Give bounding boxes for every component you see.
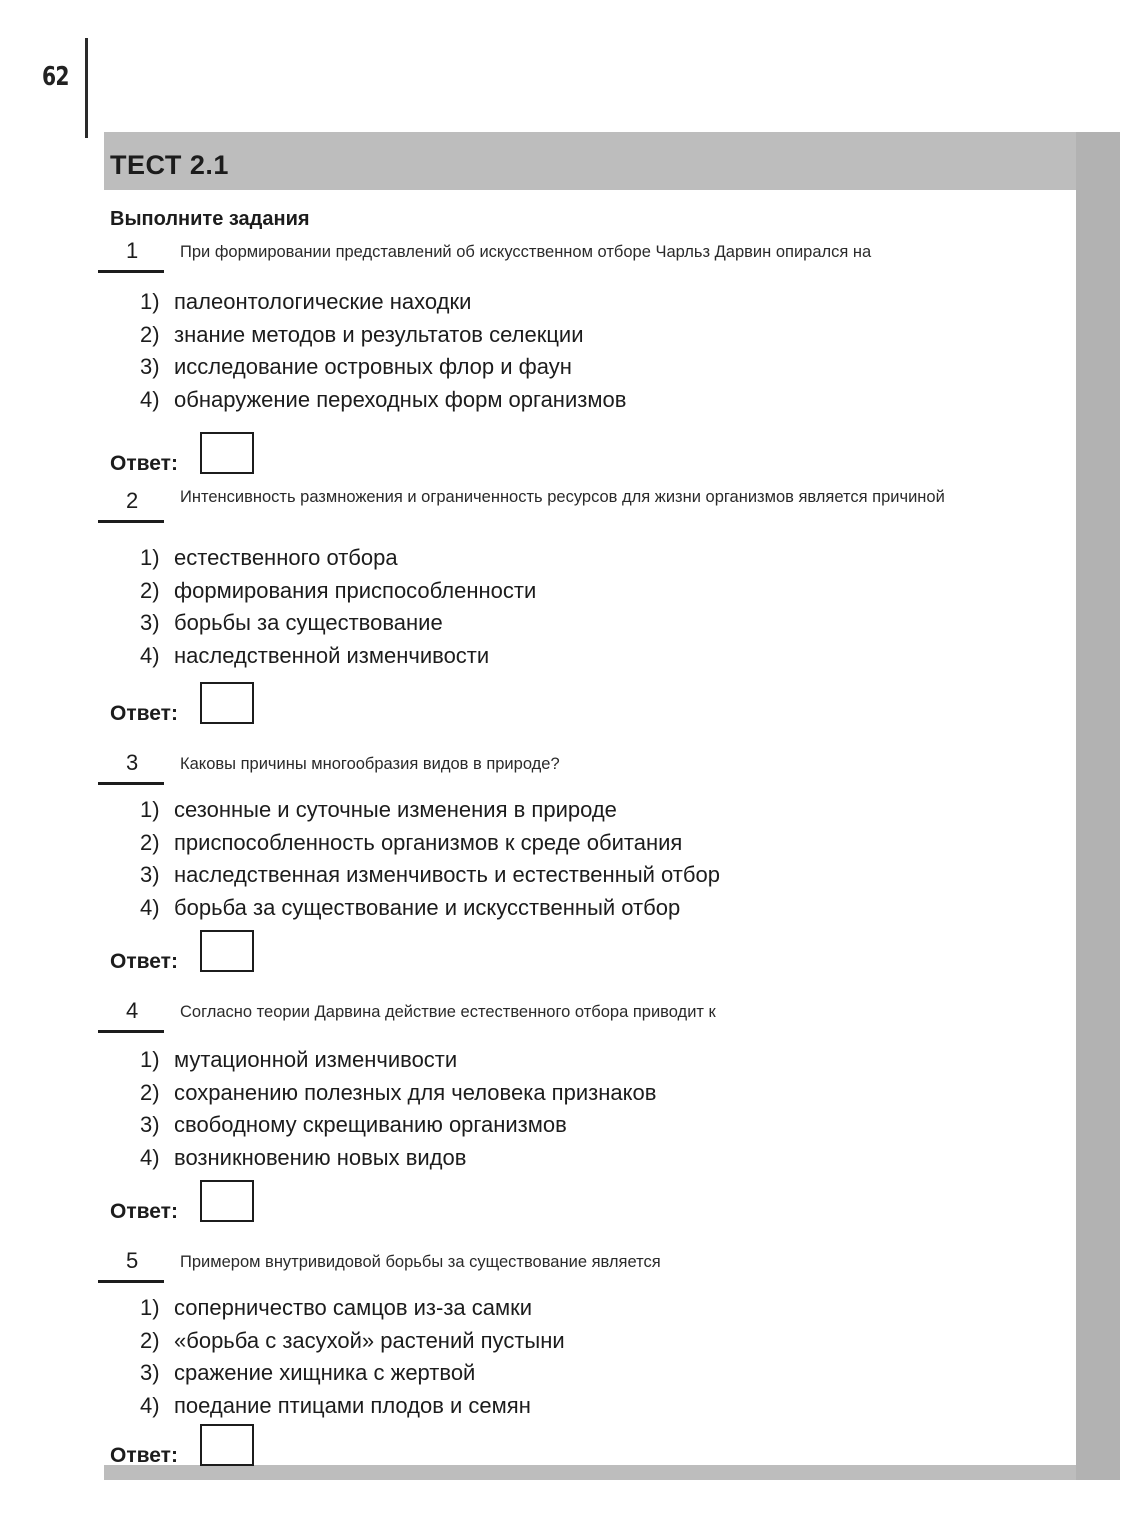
option-list	[140, 542, 536, 672]
option-number: 4)	[140, 1392, 160, 1418]
option-text: борьбы за существование	[174, 610, 443, 635]
question-number-rule	[98, 1280, 164, 1283]
option-2	[140, 575, 536, 608]
option-2	[140, 827, 720, 860]
option-1	[140, 1044, 656, 1077]
answer-box[interactable]	[200, 1180, 254, 1222]
option-list	[140, 1292, 565, 1422]
answer-box[interactable]	[200, 682, 254, 724]
option-3	[140, 859, 720, 892]
option-text: сохранению полезных для человека признаков	[174, 1079, 657, 1105]
question-text: Интенсивность размножения и ограниченность ресурсов для жизни организмов является причиной	[180, 488, 945, 506]
option-text: обнаружение переходных форм организмов	[174, 386, 627, 412]
option-list	[140, 794, 720, 924]
option-3	[140, 607, 536, 640]
option-text: «борьба с засухой» растений пустыни	[174, 1327, 565, 1353]
option-number: 4)	[140, 386, 160, 412]
option-text: наследственной изменчивости	[174, 642, 490, 668]
option-number: 3)	[140, 354, 160, 379]
option-2	[140, 1077, 656, 1110]
question-text: Каковы причины многообразия видов в природе?	[180, 755, 560, 773]
option-text: поедание птицами плодов и семян	[174, 1392, 531, 1418]
option-text: наследственная изменчивость и естественный отбор	[174, 862, 720, 887]
option-text: борьба за существование и искусственный отбор	[174, 894, 681, 920]
option-4	[140, 1390, 565, 1423]
question-text: Примером внутривидовой борьбы за существование является	[180, 1253, 661, 1271]
question-number: 2	[126, 488, 139, 513]
option-number: 4)	[140, 642, 160, 668]
option-number: 2)	[140, 1079, 160, 1105]
question-number-rule	[98, 520, 164, 523]
option-text: исследование островных флор и фаун	[174, 354, 572, 379]
option-text: палеонтологические находки	[174, 289, 472, 314]
answer-box[interactable]	[200, 1424, 254, 1466]
option-text: сражение хищника с жертвой	[174, 1360, 476, 1385]
option-1	[140, 286, 626, 319]
option-list	[140, 1044, 656, 1174]
option-number: 1)	[140, 545, 160, 570]
option-text: мутационной изменчивости	[174, 1047, 458, 1072]
instruction-heading: Выполните задания	[110, 208, 310, 230]
option-text: естественного отбора	[174, 545, 398, 570]
option-number: 1)	[140, 1047, 160, 1072]
frame-right-strip	[1076, 132, 1120, 1480]
test-title: ТЕСТ 2.1	[110, 150, 229, 180]
question-number: 4	[126, 998, 139, 1023]
option-number: 1)	[140, 797, 160, 822]
question-number: 5	[126, 1248, 139, 1273]
option-text: приспособленность организмов к среде обитания	[174, 829, 683, 855]
answer-label: Ответ:	[110, 1444, 178, 1467]
question-number: 1	[126, 238, 139, 263]
option-number: 3)	[140, 1360, 160, 1385]
option-number: 3)	[140, 1112, 160, 1137]
option-number: 1)	[140, 1295, 160, 1320]
option-number: 4)	[140, 1144, 160, 1170]
option-text: свободному скрещиванию организмов	[174, 1112, 567, 1137]
answer-label: Ответ:	[110, 1200, 178, 1223]
question-text: Согласно теории Дарвина действие естественного отбора приводит к	[180, 1003, 716, 1021]
option-number: 1)	[140, 289, 160, 314]
option-number: 2)	[140, 321, 160, 347]
content-panel	[104, 190, 1076, 1465]
question-number-rule	[98, 1030, 164, 1033]
answer-label: Ответ:	[110, 452, 178, 475]
option-3	[140, 1357, 565, 1390]
option-text: сезонные и суточные изменения в природе	[174, 797, 617, 822]
option-text: возникновению новых видов	[174, 1144, 467, 1170]
test-frame	[104, 132, 1120, 1480]
option-number: 3)	[140, 862, 160, 887]
option-number: 3)	[140, 610, 160, 635]
margin-rule	[85, 38, 88, 138]
answer-box[interactable]	[200, 432, 254, 474]
option-number: 4)	[140, 894, 160, 920]
option-1	[140, 1292, 565, 1325]
option-number: 2)	[140, 577, 160, 603]
option-4	[140, 640, 536, 673]
option-1	[140, 794, 720, 827]
option-text: соперничество самцов из-за самки	[174, 1295, 533, 1320]
option-3	[140, 1109, 656, 1142]
option-list	[140, 286, 626, 416]
option-text: знание методов и результатов селекции	[174, 321, 584, 347]
answer-label: Ответ:	[110, 950, 178, 973]
question-number-rule	[98, 270, 164, 273]
question-number: 3	[126, 750, 139, 775]
option-3	[140, 351, 626, 384]
answer-box[interactable]	[200, 930, 254, 972]
page-number: 62	[42, 62, 69, 92]
option-number: 2)	[140, 829, 160, 855]
question-number-rule	[98, 782, 164, 785]
option-2	[140, 319, 626, 352]
option-text: формирования приспособленности	[174, 577, 537, 603]
option-4	[140, 892, 720, 925]
option-2	[140, 1325, 565, 1358]
option-1	[140, 542, 536, 575]
answer-label: Ответ:	[110, 702, 178, 725]
option-number: 2)	[140, 1327, 160, 1353]
question-text: При формировании представлений об искусственном отборе Чарльз Дарвин опирался на	[180, 243, 872, 261]
option-4	[140, 384, 626, 417]
option-4	[140, 1142, 656, 1175]
